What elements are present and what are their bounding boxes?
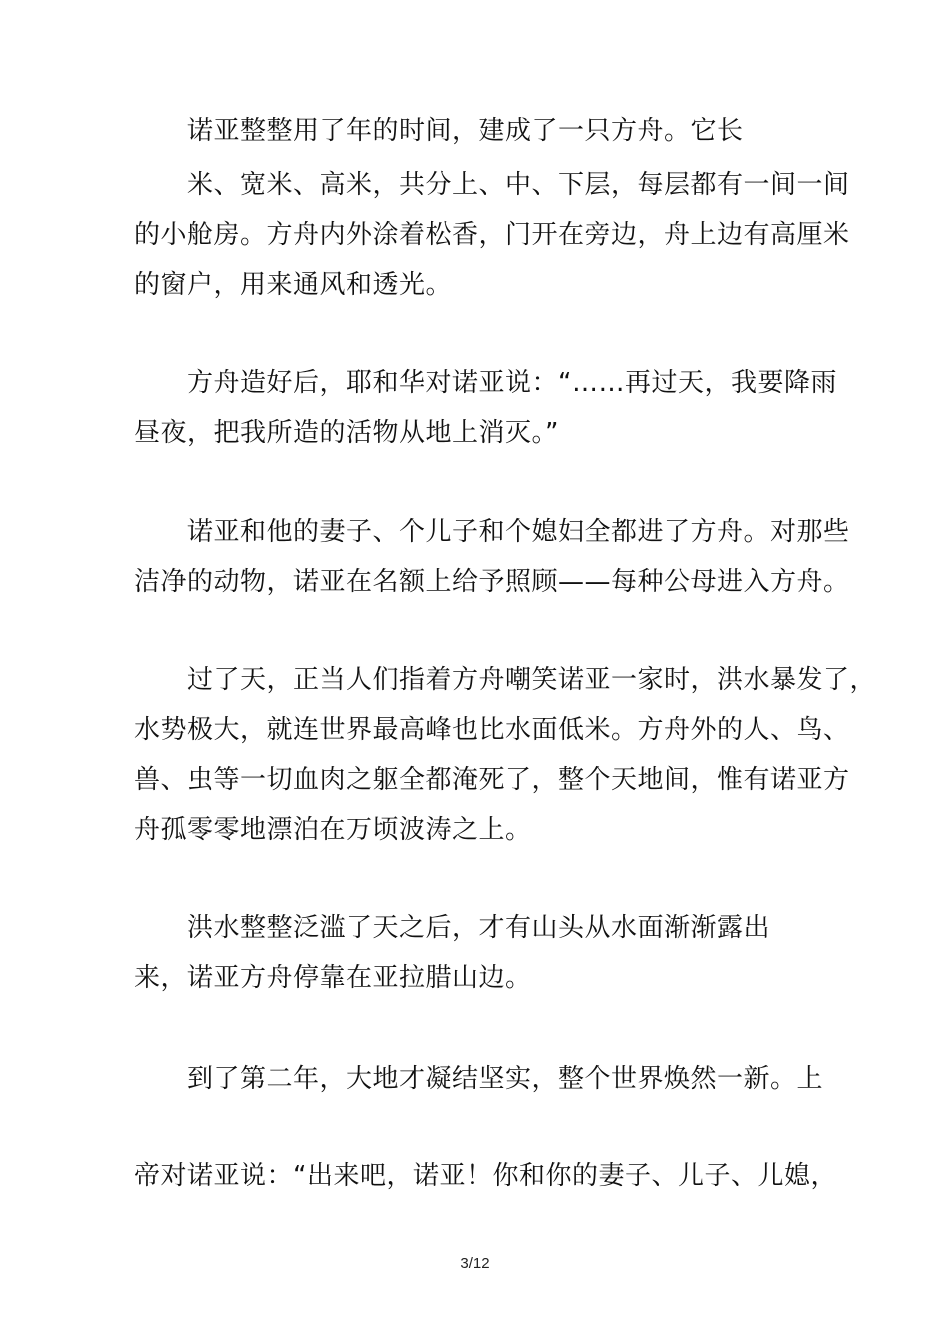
text-line: 水势极大，就连世界最高峰也比水面低米。方舟外的人、鸟、 — [134, 715, 850, 745]
text-line: 兽、虫等一切血肉之躯全都淹死了，整个天地间，惟有诺亚方 — [134, 765, 850, 795]
text-line: 洪水整整泛滥了天之后，才有山头从水面渐渐露出 — [187, 913, 771, 943]
text-line: 洁净的动物，诺亚在名额上给予照顾——每种公母进入方舟。 — [134, 567, 850, 597]
text-line: 到了第二年，大地才凝结坚实，整个世界焕然一新。上 — [187, 1064, 824, 1094]
text-line: 帝对诺亚说：“出来吧，诺亚！你和你的妻子、儿子、儿媳， — [134, 1161, 837, 1191]
page-number: 3/12 — [460, 1255, 490, 1272]
text-line: 诺亚整整用了年的时间，建成了一只方舟。它长 — [187, 116, 744, 146]
text-line: 米、宽米、高米，共分上、中、下层，每层都有一间一间 — [187, 170, 850, 200]
text-line: 诺亚和他的妻子、个儿子和个媳妇全都进了方舟。对那些 — [187, 517, 850, 547]
text-line: 的窗户，用来通风和透光。 — [134, 270, 453, 300]
text-line: 来，诺亚方舟停靠在亚拉腊山边。 — [134, 963, 532, 993]
text-line: 的小舱房。方舟内外涂着松香，门开在旁边，舟上边有高厘米 — [134, 220, 850, 250]
text-line: 昼夜，把我所造的活物从地上消灭。” — [134, 418, 559, 448]
text-line: 过了天，正当人们指着方舟嘲笑诺亚一家时，洪水暴发了， — [187, 665, 877, 695]
text-line: 舟孤零零地漂泊在万顷波涛之上。 — [134, 815, 532, 845]
text-line: 方舟造好后，耶和华对诺亚说：“……再过天，我要降雨 — [187, 368, 837, 398]
